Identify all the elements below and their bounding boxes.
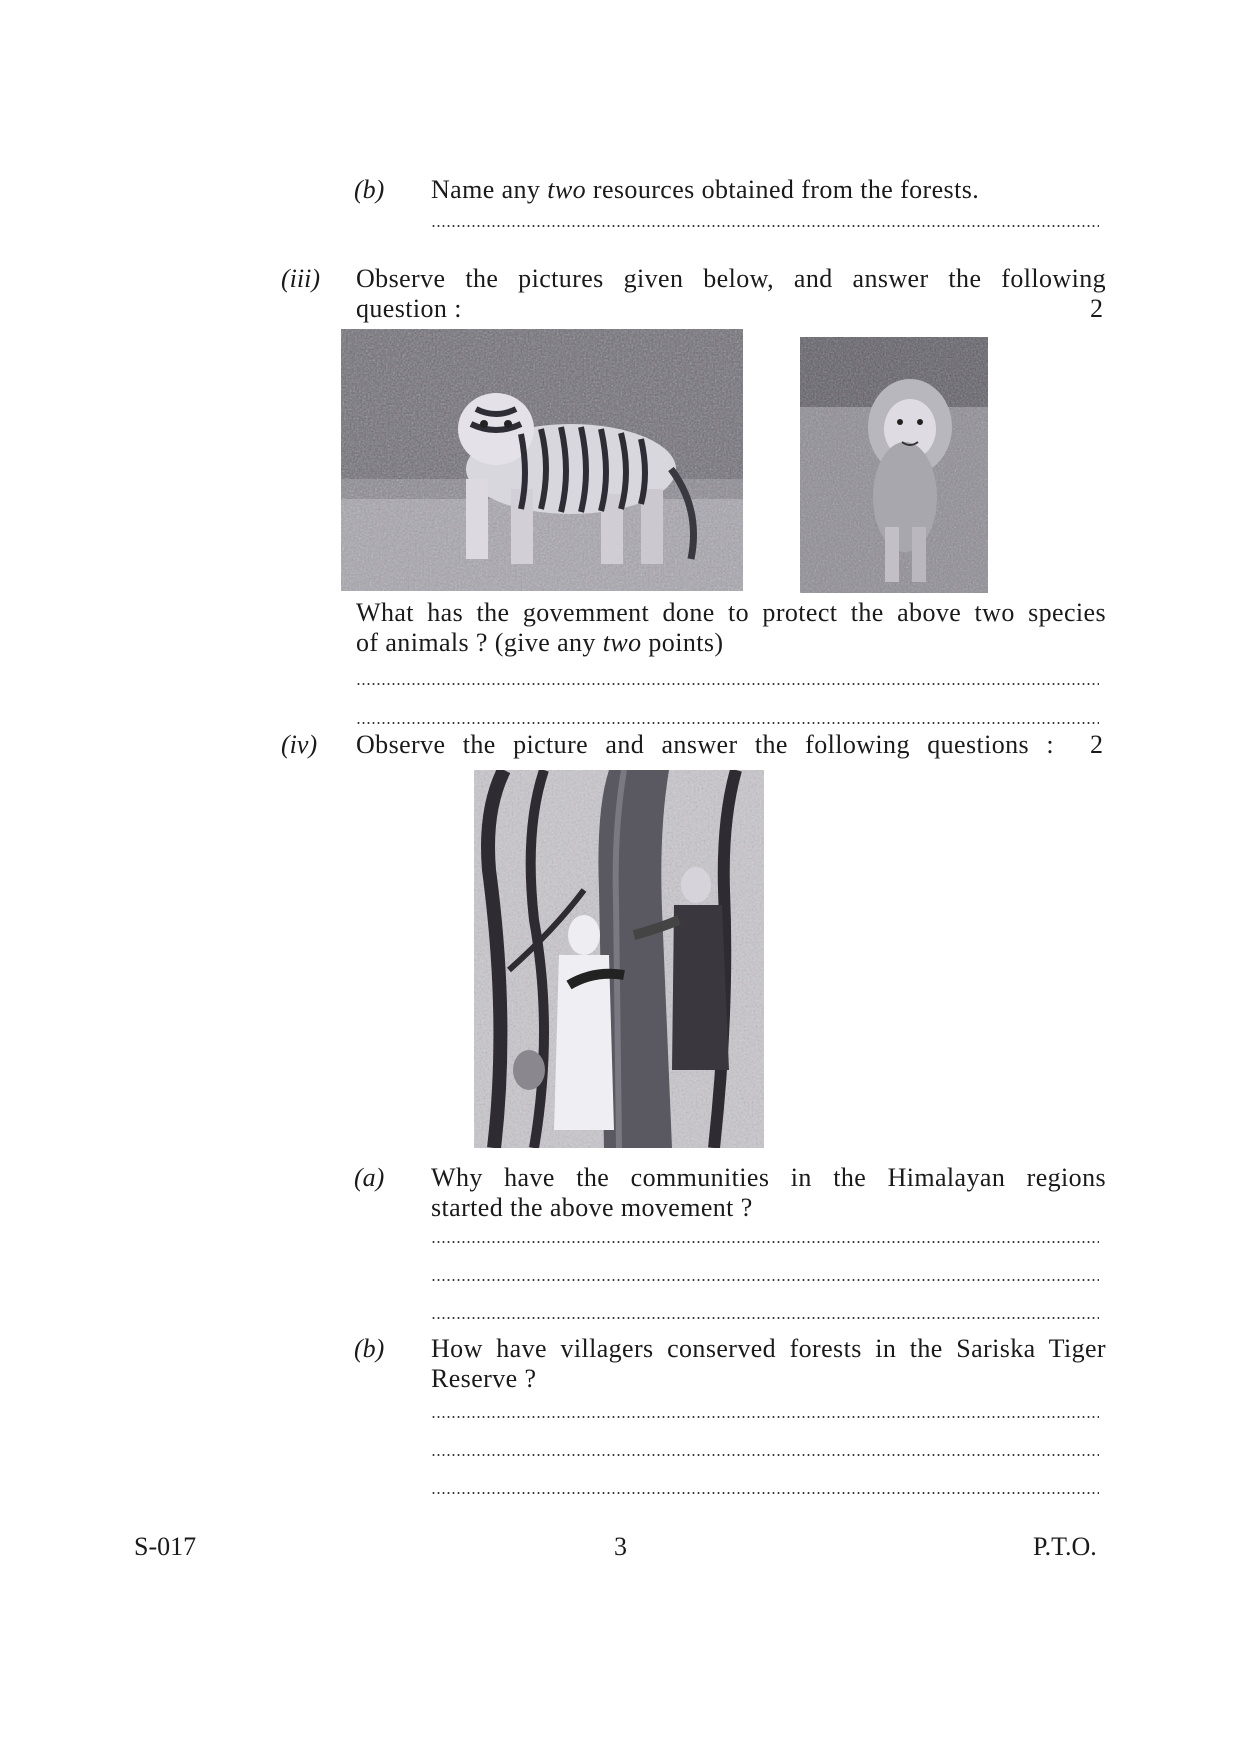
q3-question-line2-before: of animals ? (give any (356, 628, 603, 657)
footer-pto: P.T.O. (1033, 1532, 1097, 1561)
q4b-line2: Reserve ? (431, 1364, 537, 1393)
answer-line[interactable] (431, 225, 1099, 227)
q3-question-line2-em: two (602, 628, 642, 657)
answer-line[interactable] (431, 1279, 1099, 1281)
q4b-line1: How have villagers conserved forests in the Sariska Tiger (431, 1334, 1106, 1363)
q2b-label: (b) (354, 175, 385, 204)
q3-label-text: iii (289, 264, 312, 293)
q4b-label-text: b (362, 1334, 376, 1363)
footer-page-number: 3 (614, 1532, 627, 1561)
q4-label-text: iv (289, 730, 309, 759)
answer-line[interactable] (431, 1454, 1099, 1456)
q3-intro-line2: question : (356, 294, 462, 323)
chipko-photo (474, 770, 764, 1148)
answer-line[interactable] (431, 1492, 1099, 1494)
q4-marks: 2 (1090, 730, 1103, 759)
answer-line[interactable] (431, 1317, 1099, 1319)
q3-question-line1: What has the govemment done to protect the above two species (356, 598, 1106, 627)
q4-intro: Observe the picture and answer the following questions : (356, 730, 1054, 759)
q2b-question (431, 175, 1106, 205)
q4a-line1: Why have the communities in the Himalayan regions (431, 1163, 1106, 1192)
answer-line[interactable] (356, 683, 1099, 685)
q3-question-line2-after: points) (641, 628, 724, 657)
lion-photo (800, 337, 988, 593)
q4a-line2: started the above movement ? (431, 1193, 753, 1222)
q4-label: (iv) (281, 730, 318, 759)
tiger-photo (341, 329, 743, 591)
q2b-text-after: resources obtained from the forests. (586, 175, 980, 204)
answer-line[interactable] (431, 1241, 1099, 1243)
q2b-text-em: two (547, 175, 586, 204)
q3-intro-line1: Observe the pictures given below, and answer the following (356, 264, 1106, 293)
q4a-label: (a) (354, 1163, 385, 1192)
q3-label: (iii) (281, 264, 321, 293)
q4b-label: (b) (354, 1334, 385, 1363)
q3-marks: 2 (1090, 294, 1103, 323)
footer-code: S-017 (134, 1532, 197, 1561)
q2b-label-text: b (362, 175, 376, 204)
q3-question-line2 (356, 628, 723, 658)
answer-line[interactable] (431, 1416, 1099, 1418)
q4a-label-text: a (362, 1163, 376, 1192)
answer-line[interactable] (356, 722, 1099, 724)
q2b-text-before: Name any (431, 175, 548, 204)
